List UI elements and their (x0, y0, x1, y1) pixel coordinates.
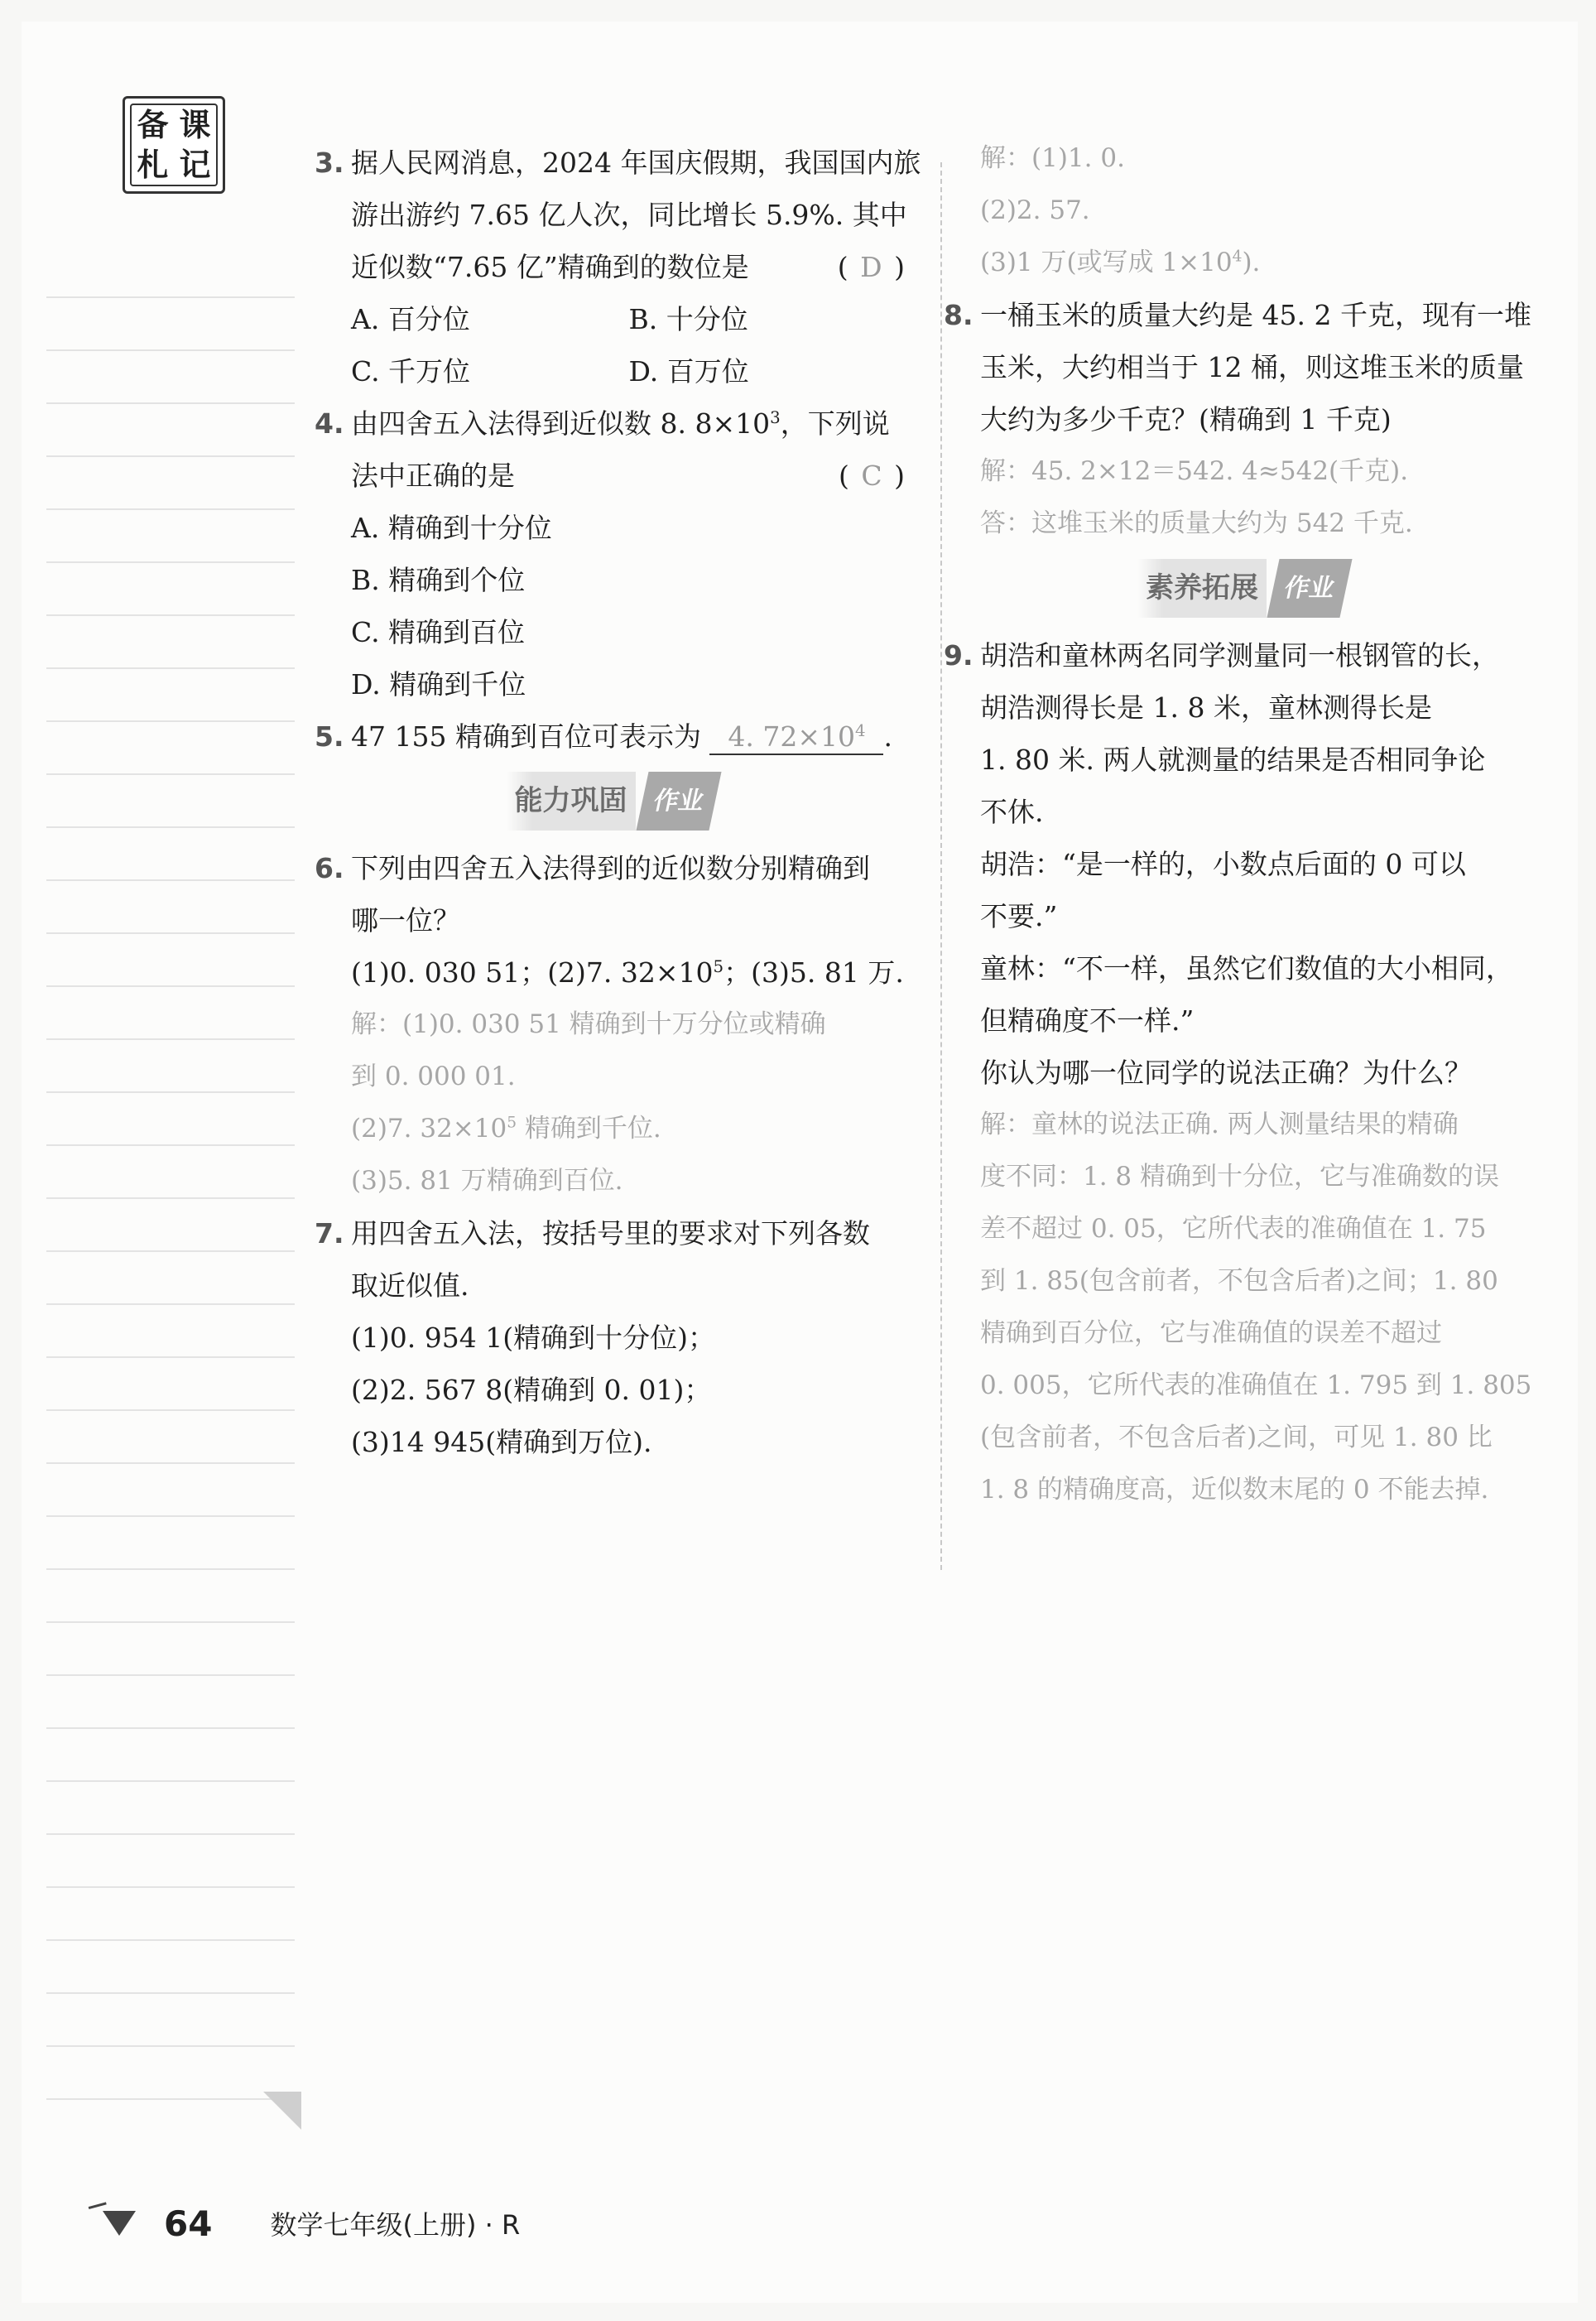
question-text: 胡浩测得长是 1. 8 米，童林测得长是 (980, 691, 1432, 724)
question-text: ，下列说 (780, 407, 890, 440)
answer-bracket (838, 241, 906, 293)
solution-text: (3)5. 81 万精确到百位. (351, 1166, 623, 1196)
question-text-line (351, 710, 906, 763)
section-tag: 作业 (636, 772, 721, 831)
option-a: A. 百分位 (351, 303, 470, 335)
margin-note-char: 札 (137, 147, 169, 183)
solution-text: (2)2. 57. (980, 195, 1090, 225)
question-text: 你认为哪一位同学的说法正确？为什么？ (980, 1057, 1472, 1089)
solution-text: 解：(1)0. 030 51 精确到十万分位或精确 (351, 1009, 826, 1039)
option-d: D. 百万位 (628, 355, 749, 388)
option-b: B. 十分位 (628, 303, 748, 335)
solution-text: 解：童林的说法正确. 两人测量结果的精确 (980, 1110, 1459, 1139)
answer-blank (709, 720, 883, 755)
solution-text: 解：45. 2×12＝542. 4≈542(千克). (980, 456, 1409, 486)
bracket-open: ( (837, 251, 850, 283)
question-text: 据人民网消息，2024 年国庆假期，我国国内旅 (351, 147, 921, 179)
question-text: 47 155 精确到百位可表示为 (351, 720, 701, 753)
solution-text: (3)1 万(或写成 1×10 (980, 248, 1233, 277)
question-number: 5. (315, 720, 344, 753)
margin-note-char: 记 (179, 147, 211, 183)
question-text: (1)0. 030 51；(2)7. 32×10 (351, 956, 714, 989)
question-7-solution (944, 132, 1540, 289)
exponent: 3 (770, 408, 781, 427)
margin-note-char: 课 (179, 107, 211, 143)
question-5 (315, 710, 906, 763)
question-number: 9. (944, 639, 973, 672)
question-4 (315, 397, 906, 710)
book-title: 数学七年级(上册) · R (270, 2209, 521, 2241)
question-text: 大约为多少千克？(精确到 1 千克) (980, 403, 1392, 436)
question-text: 一桶玉米的质量大约是 45. 2 千克，现有一堆 (980, 299, 1531, 331)
option-c: C. 精确到百位 (351, 616, 526, 648)
question-text: 胡浩：“是一样的，小数点后面的 0 可以 (980, 848, 1466, 880)
solution-text: 到 1. 85(包含前者，不包含后者)之间；1. 80 (980, 1266, 1498, 1296)
question-items (351, 946, 906, 999)
question-text: 由四舍五入法得到近似数 8. 8×10 (351, 407, 771, 440)
bracket-close: ) (894, 251, 906, 283)
question-text: 童林：“不一样，虽然它们数值的大小相同， (980, 952, 1513, 985)
solution-text: 0. 005，它所代表的准确值在 1. 795 到 1. 805 (980, 1370, 1532, 1400)
question-text: 近似数“7.65 亿”精确到的数位是 (351, 251, 749, 283)
question-text: 下列由四舍五入法得到的近似数分别精确到 (351, 852, 870, 884)
question-8 (944, 289, 1540, 550)
exponent: 5 (713, 957, 724, 976)
option-a: A. 精确到十分位 (351, 512, 552, 544)
solution-text: ). (1242, 248, 1261, 277)
option-d: D. 精确到千位 (351, 668, 526, 701)
question-text: 1. 80 米. 两人就测量的结果是否相同争论 (980, 744, 1486, 776)
options-row (351, 345, 906, 397)
question-item: (2)2. 567 8(精确到 0. 01)； (351, 1374, 712, 1406)
question-text: 用四舍五入法，按括号里的要求对下列各数 (351, 1217, 870, 1250)
question-text: 玉米，大约相当于 12 桶，则这堆玉米的质量 (980, 351, 1524, 383)
answer-bracket (839, 450, 906, 502)
margin-note-badge (123, 96, 225, 194)
exponent: 4 (854, 721, 866, 740)
page-number: 64 (164, 2203, 213, 2244)
answer-choice: C (861, 460, 884, 492)
punctuation: . (883, 720, 892, 753)
blank-answer: 4. 72×10 (728, 720, 855, 753)
question-number: 8. (944, 299, 973, 331)
solution-text: 精确到千位. (517, 1114, 661, 1144)
question-number: 7. (315, 1217, 344, 1250)
question-text-line (351, 450, 906, 502)
solution-text: 精确到百分位，它与准确值的误差不超过 (980, 1318, 1442, 1348)
question-text: 胡浩和童林两名同学测量同一根钢管的长， (980, 639, 1499, 672)
solution-text: 度不同：1. 8 精确到十分位，它与准确数的误 (980, 1162, 1500, 1192)
options-row (351, 293, 906, 345)
question-item: (3)14 945(精确到万位). (351, 1426, 652, 1458)
section-title: 素养拓展 (1137, 559, 1267, 618)
question-text: 但精确度不一样.” (980, 1004, 1195, 1037)
question-text: 不要.” (980, 900, 1058, 932)
publisher-logo-icon (89, 2203, 139, 2244)
question-number: 4. (315, 407, 344, 440)
option-c: C. 千万位 (351, 355, 471, 388)
bracket-close: ) (894, 460, 906, 492)
section-header-extension (944, 555, 1540, 621)
question-6 (315, 842, 906, 1207)
question-9 (944, 629, 1540, 1516)
solution-text-line (980, 237, 1540, 289)
margin-note-char: 备 (137, 107, 169, 143)
question-text: 不休. (980, 796, 1044, 828)
exponent: 5 (507, 1114, 517, 1132)
question-text-line (351, 397, 906, 450)
column-divider (940, 162, 942, 1570)
solution-text: 答：这堆玉米的质量大约为 542 千克. (980, 508, 1413, 538)
question-text: 取近似值. (351, 1269, 469, 1302)
solution-text: (2)7. 32×10 (351, 1114, 507, 1144)
solution-text: 差不超过 0. 05，它所代表的准确值在 1. 75 (980, 1214, 1487, 1244)
option-b: B. 精确到个位 (351, 564, 526, 596)
question-number: 3. (315, 147, 344, 179)
question-text: 哪一位？ (351, 904, 460, 937)
question-text: 游出游约 7.65 亿人次，同比增长 5.9%. 其中 (351, 199, 907, 231)
question-3 (315, 137, 921, 397)
solution-text-line (351, 1103, 906, 1155)
solution-text: 解：(1)1. 0. (980, 143, 1125, 173)
left-column (315, 137, 921, 1468)
solution-text: 到 0. 000 01. (351, 1062, 516, 1091)
question-number: 6. (315, 852, 344, 884)
page-footer (89, 2198, 520, 2248)
right-column (944, 132, 1540, 1516)
question-text: 法中正确的是 (351, 460, 515, 492)
bracket-open: ( (839, 460, 851, 492)
solution-text: (包含前者，不包含后者)之间，可见 1. 80 比 (980, 1423, 1493, 1452)
exponent: 4 (1232, 248, 1243, 266)
answer-choice: D (860, 251, 884, 283)
section-header-ability (315, 768, 906, 834)
question-7 (315, 1207, 906, 1468)
section-title: 能力巩固 (507, 772, 636, 831)
note-lines (46, 245, 295, 2150)
question-text: ；(3)5. 81 万. (723, 956, 904, 989)
question-item: (1)0. 954 1(精确到十分位)； (351, 1322, 715, 1354)
solution-text: 1. 8 的精确度高，近似数末尾的 0 不能去掉. (980, 1475, 1489, 1505)
section-tag: 作业 (1267, 559, 1352, 618)
corner-decoration (263, 2092, 301, 2130)
question-text-line (351, 241, 906, 293)
